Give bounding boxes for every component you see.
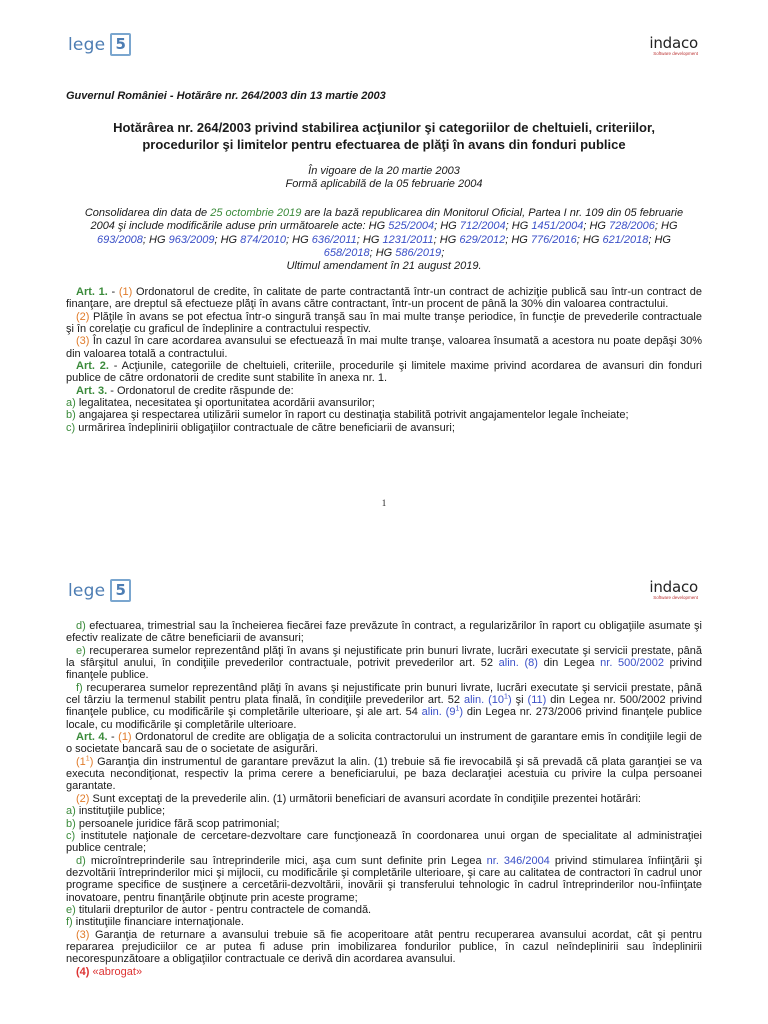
- articles-section-1: [66, 286, 702, 434]
- link-hg[interactable]: 776/2016: [530, 233, 577, 246]
- article-3: Art. 3. - Ordonatorul de credite răspunde de:: [76, 384, 294, 397]
- link-alin[interactable]: (11): [527, 694, 547, 707]
- article-1-para-2: (2) Plăţile în avans se pot efectua într-o singură tranşă sau în mai multe tranşe periodice, în funcţie de prevederile contractuale şi în corelaţie cu graficul de îndeplinire a contractului respectiv.: [66, 310, 702, 336]
- link-lege[interactable]: nr. 346/2004: [486, 854, 550, 867]
- lege5-logo: lege 5: [68, 33, 131, 56]
- last-amendment: Ultimul amendament în 21 august 2019.: [286, 260, 482, 273]
- article-3-letter-a: a) legalitatea, necesitatea şi oportunitatea acordării avansurilor;: [66, 397, 375, 410]
- link-hg[interactable]: 658/2018: [323, 246, 370, 259]
- article-4-letter-e: e) titularii drepturilor de autor - pentru contractele de comandă.: [66, 903, 372, 916]
- document-page-2: [0, 566, 768, 1024]
- link-hg[interactable]: 1231/2011: [382, 233, 434, 246]
- validity-info: În vigoare de la 20 martie 2003 Formă aplicabilă de la 05 februarie 2004: [285, 165, 483, 191]
- source-line: Guvernul României - Hotărâre nr. 264/2003 din 13 martie 2003: [66, 90, 386, 102]
- link-hg[interactable]: 963/2009: [168, 233, 215, 246]
- link-hg[interactable]: 525/2004: [388, 220, 435, 233]
- link-hg[interactable]: 629/2012: [459, 233, 506, 246]
- lege5-logo: lege 5: [68, 579, 131, 602]
- article-4-para-3: (3) Garanţia de returnare a avansului trebuie să fie acoperitoare atât pentru recuperarea avansului acordat, cât şi pentru repararea prejudiciilor ce ar putea fi aduse prin imobilizarea fondurilor publice, în cazul neîndeplinirii sau îndeplinirii necorespunzătoare a obligaţiilor contractuale ce derivă din acordarea avansului.: [66, 928, 702, 966]
- document-title: Hotărârea nr. 264/2003 privind stabilirea acţiunilor şi categoriilor de cheltuieli, criteriilor, procedurilor şi limitelor pentru efectuarea de plăţi în avans din fonduri publice: [113, 120, 655, 152]
- page-gap: [0, 540, 768, 566]
- article-3-letter-c: c) urmărirea îndeplinirii obligaţiilor contractuale de către beneficiarii de avansuri;: [66, 421, 455, 434]
- article-4-letter-c: c) institutele naţionale de cercetare-dezvoltare care funcţionează în coordonarea unui organ de specialitate al administraţiei publice centrale;: [66, 829, 702, 855]
- indaco-logo: indaco Software development: [649, 34, 698, 56]
- link-hg[interactable]: 712/2004: [459, 220, 506, 233]
- article-2: Art. 2. - Acţiunile, categoriile de cheltuieli, criteriile, procedurile şi limitele maxime privind acordarea de avansuri din fonduri publice de către ordonatorii de credite sunt stabilite în anexa nr. 1.: [66, 360, 702, 385]
- article-3-letter-b: b) angajarea şi respectarea utilizării sumelor în raport cu destinaţia stabilită potrivit angajamentelor legale încheiate;: [66, 409, 629, 422]
- article-3-letter-e: e) recuperarea sumelor reprezentând plăţi în avans şi nejustificate prin bunuri livrate, lucrări executate şi servicii prestate, până la sfârşitul anului, în condiţiile prevederilor contractuale, potrivit prevederilor art. 52 alin. (8) din Legea nr. 500/2002 privind finanţele publice.: [66, 644, 702, 682]
- article-4-para-1-1: $(1^1)$ Garanţia din instrumentul de garantare prevăzut la alin. (1) trebuie să fie irevocabilă şi să prevadă că plata garanţiei se va executa necondiţionat, respectiv la prima cerere a beneficiarului, pe baza declaraţiei acestuia cu privire la culpa persoanei garantate.: [66, 755, 702, 793]
- article-4-para-1: Art. 4. - (1) Ordonatorul de credite are obligaţia de a solicita contractorului un instrument de garantare emis în condiţiile legii de o societate bancară sau de o societate de asigurări.: [66, 731, 702, 756]
- article-4-para-2: (2) Sunt exceptaţi de la prevederile alin. (1) următorii beneficiari de avansuri acordate în condiţiile prezentei hotărâri:: [76, 792, 641, 805]
- articles-section-2: [66, 620, 702, 978]
- article-1-para-1: Art. 1. - (1) Ordonatorul de credite, în calitate de parte contractantă într-un contract de achiziţie publică sau într-un contract de finanţare, are dreptul să efectueze plăţi în avans către contractant, într-un procent de până la 30% din valoarea contractului.: [66, 286, 702, 311]
- link-lege[interactable]: nr. 500/2002: [600, 657, 664, 670]
- indaco-logo: indaco Software development: [649, 578, 698, 600]
- link-hg[interactable]: 621/2018: [602, 233, 649, 246]
- link-hg[interactable]: 586/2019: [395, 246, 442, 259]
- article-4-letter-f: f) instituţiile financiare internaţionale.: [66, 916, 244, 929]
- link-hg[interactable]: 728/2006: [609, 220, 655, 233]
- article-4-letter-a: a) instituţiile publice;: [66, 805, 166, 818]
- consolidation-date: 25 octombrie 2019: [210, 207, 302, 219]
- article-3-letter-d: d) efectuarea, trimestrial sau la încheierea fiecărei faze prevăzute în contract, a regularizărilor în raport cu obligaţiile asumate şi efectiv realizate de către beneficiarii de avansuri;: [66, 620, 702, 645]
- article-4-para-4: (4) «abrogat»: [76, 965, 143, 978]
- consolidation-note: Consolidarea din data de 25 octombrie 2019 are la bază republicarea din Monitorul Oficial, Partea I nr. 109 din 05 februarie 2004 şi include modificările aduse prin următoarele acte: HG 525/2004; HG 712/2004; HG 1451/2004; HG 728/2006; HG 693/2008; HG 963/2009; HG 874/2010; HG 636/2011; HG 1231/2011; HG 629/2012; HG 776/2016; HG 621/2018; HG 658/2018; HG 586/2019; Ultimul amendament în 21 august 2019.: [74, 207, 694, 273]
- article-4-letter-b: b) persoanele juridice fără scop patrimonial;: [66, 817, 280, 830]
- link-alin[interactable]: alin. $(9^1)$: [421, 705, 464, 719]
- link-alin[interactable]: alin. $(10^1)$: [463, 693, 512, 707]
- link-hg[interactable]: 1451/2004: [531, 220, 584, 233]
- article-1-para-3: (3) În cazul în care acordarea avansului se efectuează în mai multe tranşe, valoarea însumată a acestora nu poate depăşi 30% din valoarea totală a contractului.: [66, 335, 702, 360]
- page-number: 1: [381, 498, 387, 508]
- article-3-letter-f: f) recuperarea sumelor reprezentând plăţi în avans şi nejustificate prin bunuri livrate, lucrări executate şi servicii prestate, până cel târziu la termenul stabilit pentru plata finală, în condiţiile prevederilor art. 52 alin. $(10^1)$ şi (11) din Legea nr. 500/2002 privind finanţele publice, cu modificările şi completările ulterioare, şi ale art. 54 alin. $(9^1)$ din Legea nr. 273/2006 privind finanţele publice locale, cu modificările şi completările ulterioare.: [66, 681, 703, 731]
- link-hg[interactable]: 874/2010: [240, 233, 287, 246]
- article-4-letter-d: d) microîntreprinderile sau întreprinderile mici, aşa cum sunt definite prin Legea nr. 346/2004 privind stimularea înfiinţării şi dezvoltării întreprinderilor mici şi mijlocii, cu modificările şi completările ulterioare, şi care au calitatea de contractori în cadrul unor programe specifice de susţinere a cercetării-dezvoltării, inovării şi transferului tehnologic în cadrul întreprinderilor nou-înfiinţate inovatoare, pentru finanţările obţinute prin aceste programe;: [66, 854, 703, 904]
- link-hg[interactable]: 636/2011: [311, 233, 357, 246]
- link-alin[interactable]: alin. (8): [498, 657, 538, 670]
- link-hg[interactable]: 693/2008: [97, 233, 143, 246]
